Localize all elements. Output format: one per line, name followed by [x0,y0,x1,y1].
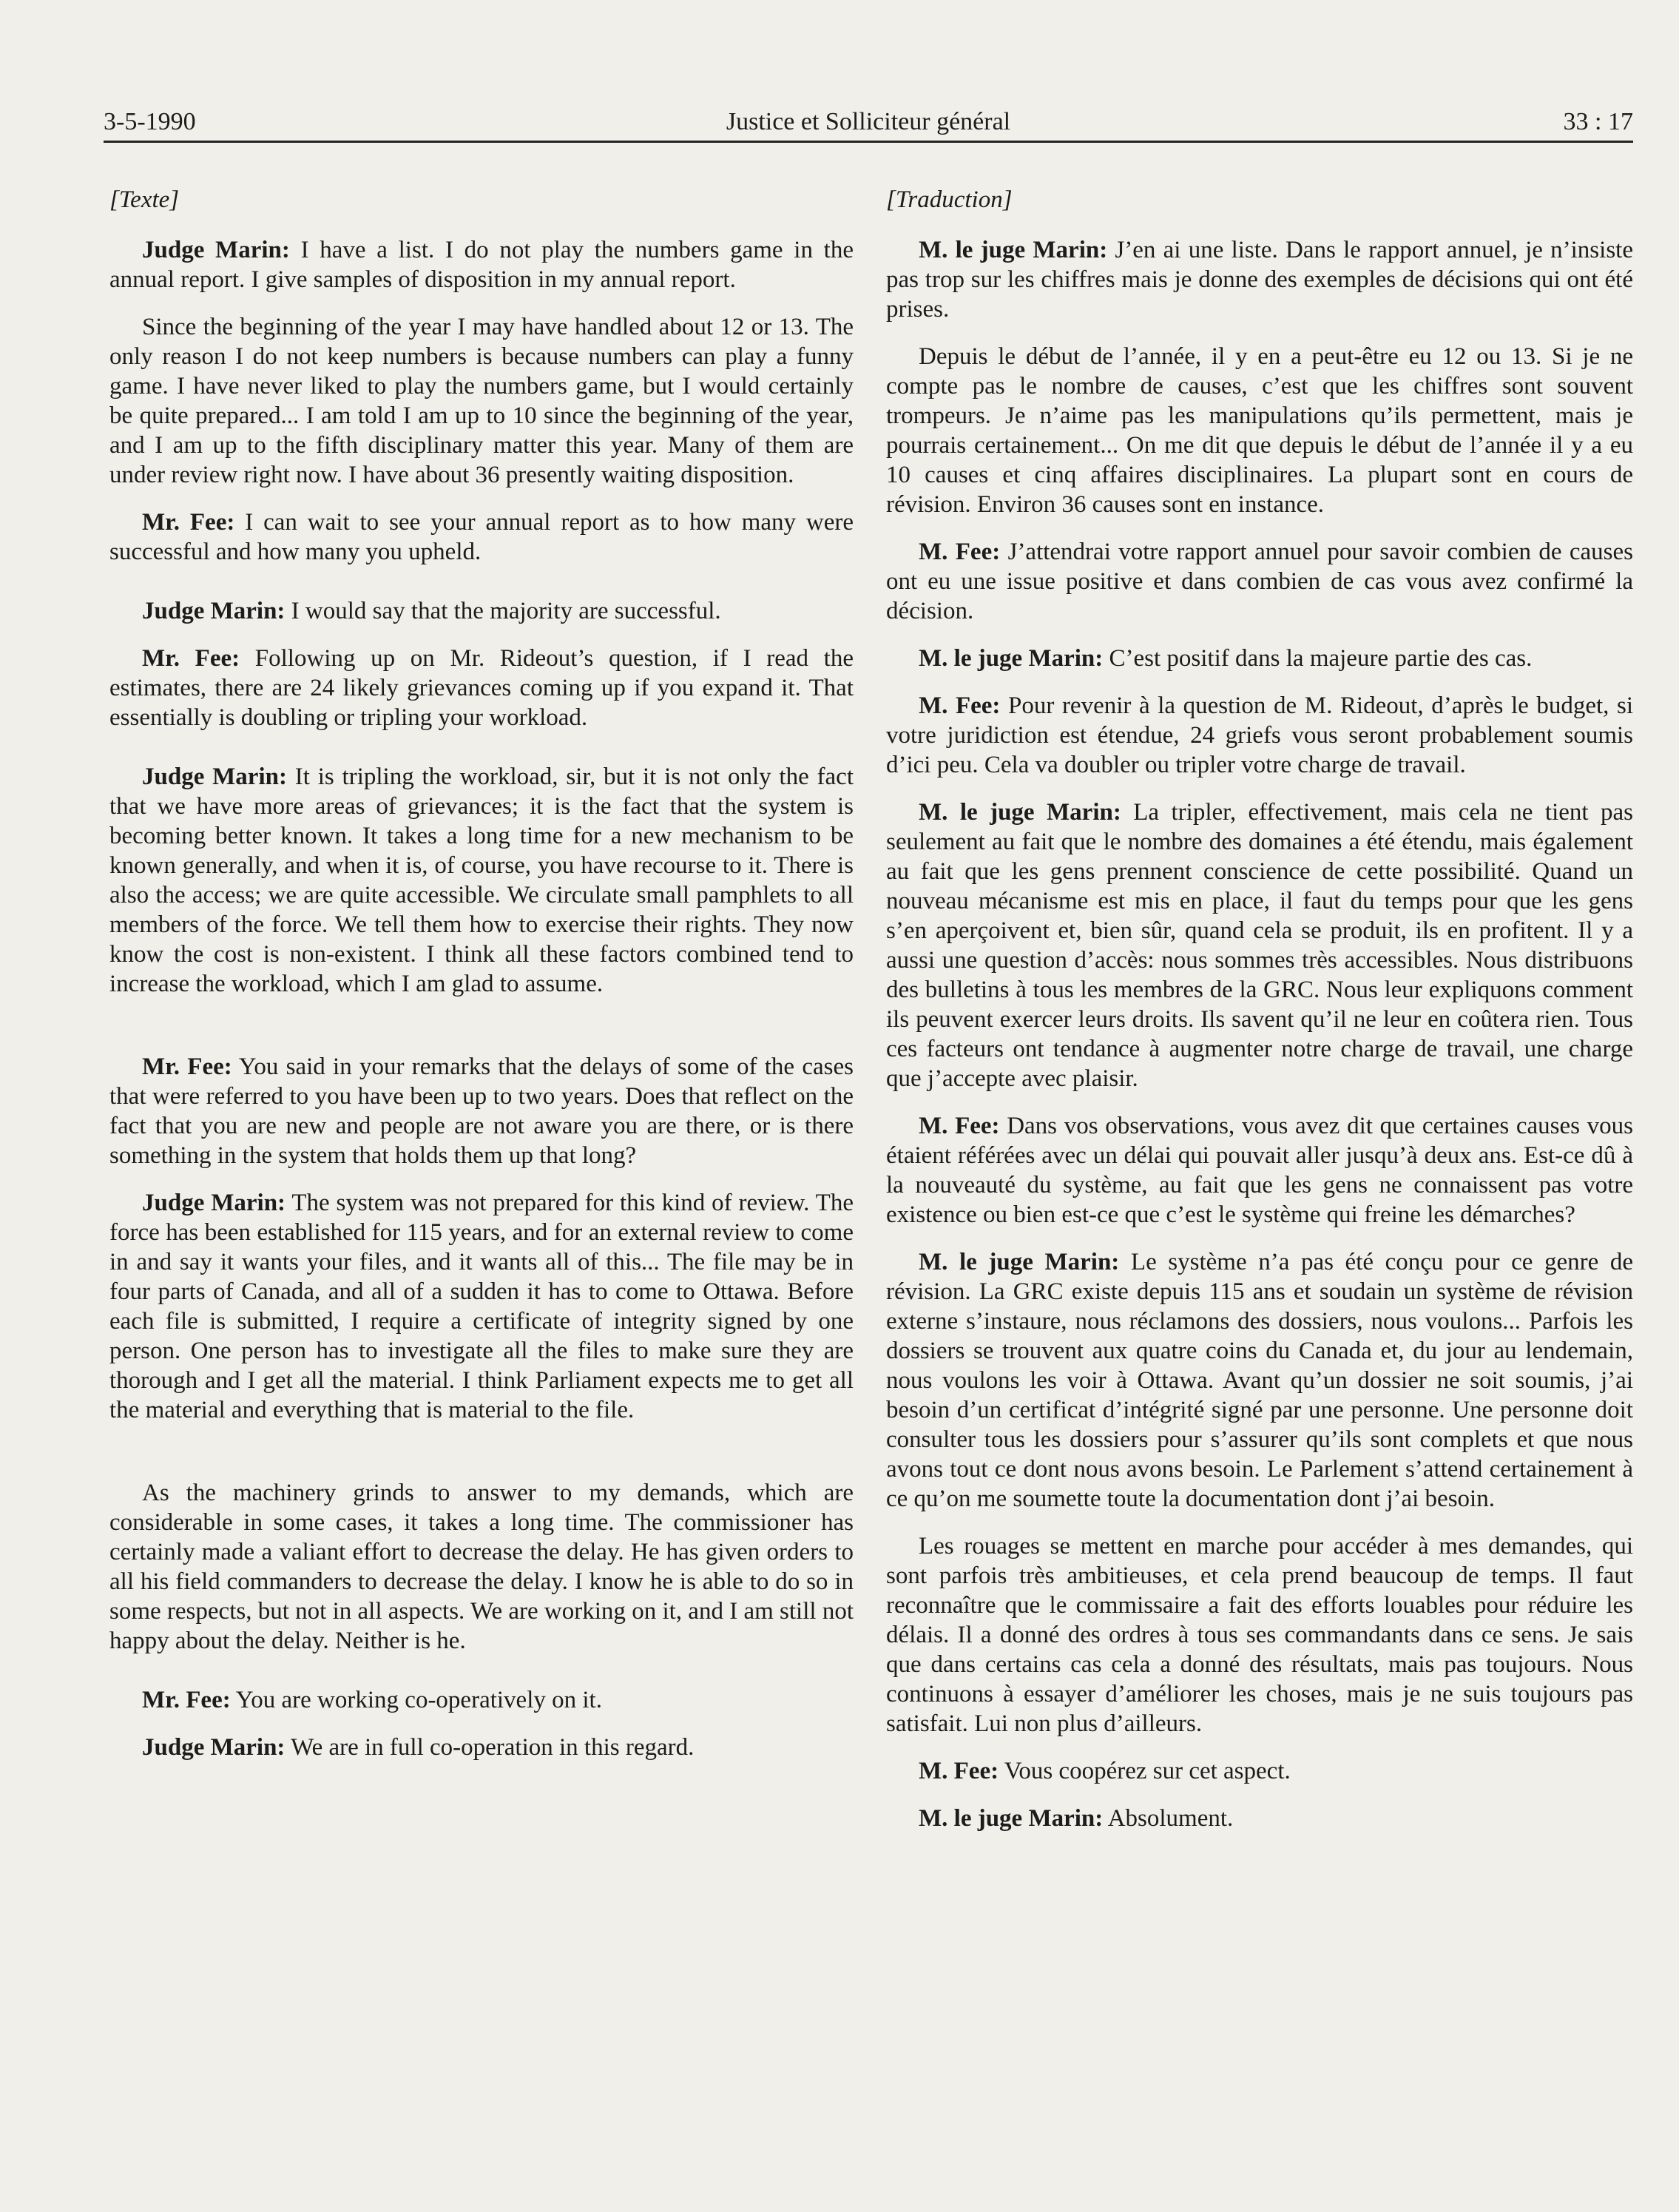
paragraph [886,1804,1633,1833]
paragraph [886,644,1633,673]
speech-text: I have a list. I do not play the numbers game in the annual report. I give samples of disposition in my annual report. [109,237,854,293]
speech-text: Since the beginning of the year I may have handled about 12 or 13. The only reason I do not keep numbers is because numbers can play a funny game. I have never liked to play the numbers game, but I would certainly be quite prepared... I am told I am up to 10 since the beginning of the year, and I am up to the fifth disciplinary matter this year. Many of them are under review right now. I have about 36 presently waiting disposition. [109,314,854,488]
header-date: 3-5-1990 [104,108,196,135]
speaker: Mr. Fee: [142,1053,232,1080]
speaker: M. Fee: [919,1113,1000,1139]
paragraph [886,537,1633,626]
speech-text: The system was not prepared for this kind of review. The force has been established for 115 years, and for an external review to come in and say it wants your files, and it wants all of this... The file may be in four parts of Canada, and all of a sudden it has to come to Ottawa. Before each file is submitted, I require a certificate of integrity signed by one person. One person has to investigate all the files to make sure they are thorough and I get all the material. I think Parliament expects me to get all the material and everything that is material to the file. [109,1190,854,1423]
speech-text: You said in your remarks that the delays of some of the cases that were referred to you have been up to two years. Does that reflect on the fact that you are new and people are not aware you are there, or is there something in the system that holds them up that long? [109,1053,854,1169]
running-header [104,102,1633,143]
paragraph [886,235,1633,324]
speech-text: We are in full co-operation in this regard. [285,1734,695,1761]
speaker: M. Fee: [919,692,1001,719]
speech-text: La tripler, effectivement, mais cela ne tient pas seulement au fait que le nombre des domaines a été étendu, mais également au fait que les gens prennent conscience de cette possibilité. Quand un nouveau mécanisme est mis en place, il faut du temps pour que les gens s’en aperçoivent et, bien sûr, quand cela se produit, ils en profitent. Il y a aussi une question d’accès: nous sommes très accessibles. Nous distribuons des bulletins à tous les membres de la GRC. Nous leur expliquons comment ils peuvent exercer leurs droits. Ils savent qu’il ne leur en coûtera rien. Tous ces facteurs ont tendance à augmenter notre charge de travail, une charge que j’accepte avec plaisir. [886,799,1633,1092]
paragraph [109,312,854,490]
speaker: M. Fee: [919,1758,999,1784]
speech-text: As the machinery grinds to answer to my demands, which are considerable in some cases, it takes a long time. The commissioner has certainly made a valiant effort to decrease the delay. He has given orders to all his field commanders to decrease the delay. I know he is able to do so in some respects, but not in all aspects. We are working on it, and I am still not happy about the delay. Neither is he. [109,1480,854,1654]
speaker: Judge Marin: [142,1734,286,1761]
speech-text: J’en ai une liste. Dans le rapport annuel, je n’insiste pas trop sur les chiffres mais je donne des exemples de décisions qui ont été prises. [886,237,1633,323]
paragraph [886,1756,1633,1786]
paragraph [109,235,854,294]
speaker: Judge Marin: [142,1190,286,1216]
paragraph [109,1685,854,1715]
speaker: Mr. Fee: [142,645,240,672]
paragraph [886,691,1633,780]
speaker: M. le juge Marin: [919,799,1121,826]
speaker: Mr. Fee: [142,509,235,536]
paragraph [109,596,854,626]
header-title: Justice et Solliciteur général [726,108,1011,135]
paragraph [109,644,854,732]
section-tag-texte: [Texte] [109,186,180,213]
paragraph [109,1052,854,1170]
speaker: M. le juge Marin: [919,1249,1120,1275]
speech-text: I would say that the majority are successful. [285,598,721,624]
speech-text: It is tripling the workload, sir, but it is not only the fact that we have more areas of grievances; it is the fact that the system is becoming better known. It takes a long time for a new mechanism to be known generally, and when it is, of course, you have recourse to it. There is also the access; we are quite accessible. We circulate small pamphlets to all members of the force. We tell them how to exercise their rights. They now know the cost is non-existent. I think all these factors combined tend to increase the workload, which I am glad to assume. [109,763,854,997]
speaker: Judge Marin: [142,237,290,263]
paragraph [886,1531,1633,1739]
paragraph [886,1247,1633,1514]
paragraph [109,762,854,999]
speaker: M. le juge Marin: [919,645,1104,672]
speech-text: Depuis le début de l’année, il y en a peut-être eu 12 ou 13. Si je ne compte pas le nombre de causes, c’est que les chiffres sont souvent trompeurs. Je n’aime pas les manipulations qu’ils permettent, mais je pourrais certainement... On me dit que depuis le début de l’année il y a eu 10 causes et cinq affaires disciplinaires. La plupart sont en cours de révision. Environ 36 causes sont en instance. [886,343,1633,518]
speech-text: Le système n’a pas été conçu pour ce genre de révision. La GRC existe depuis 115 ans et soudain un système de révision externe s’instaure, nous réclamons des dossiers, nous voulons... Parfois les dossiers se trouvent aux quatre coins du Canada et, du jour au lendemain, nous voulons les voir à Ottawa. Avant qu’un dossier ne soit soumis, j’ai besoin d’un certificat d’intégrité signé par une personne. Une personne doit consulter tous les dossiers pour s’assurer qu’ils sont complets et que nous avons tout ce dont nous avons besoin. Le Parlement s’attend certainement à ce qu’on me soumette toute la documentation dont j’ai besoin. [886,1249,1634,1512]
speech-text: C’est positif dans la majeure partie des cas. [1103,645,1533,672]
speech-text: Dans vos observations, vous avez dit que certaines causes vous étaient référées avec un délai qui pouvait aller jusqu’à deux ans. Est-ce dû à la nouveauté du système, au fait que les gens ne connaissent pas votre existence ou bien est-ce que c’est le système qui freine les démarches? [886,1113,1633,1228]
speaker: Judge Marin: [142,763,287,790]
speaker: Mr. Fee: [142,1687,231,1713]
paragraph [109,508,854,567]
paragraph [109,1188,854,1425]
speech-text: Following up on Mr. Rideout’s question, if I read the estimates, there are 24 likely grievances coming up if you expand it. That essentially is doubling or tripling your workload. [109,645,854,731]
paragraph [886,798,1633,1093]
speech-text: Absolument. [1103,1805,1234,1832]
speech-text: Pour revenir à la question de M. Rideout, d’après le budget, si votre juridiction est étendue, 24 griefs vous seront probablement soumis d’ici peu. Cela va doubler ou tripler votre charge de travail. [886,692,1634,778]
paragraph [886,1111,1633,1230]
speech-text: I can wait to see your annual report as to how many were successful and how many you upheld. [109,509,854,565]
speaker: M. Fee: [919,539,1001,565]
english-column [109,185,854,1780]
speech-text: Les rouages se mettent en marche pour accéder à mes demandes, qui sont parfois très ambitieuses, et cela prend beaucoup de temps. Il faut reconnaître que le commissaire a fait des efforts louables pour réduire les délais. Il a donné des ordres à tous ses commandants dans ce sens. Je sais que dans certains cas cela a donné des résultats, mais pas toujours. Nous continuons à essayer d’améliorer les choses, mais je ne suis toujours pas satisfait. Lui non plus d’ailleurs. [886,1533,1633,1737]
section-tag-traduction: [Traduction] [886,186,1013,213]
speech-text: J’attendrai votre rapport annuel pour savoir combien de causes ont eu une issue positive et dans combien de cas vous avez confirmé la décision. [886,539,1633,624]
paragraph [109,1733,854,1762]
french-column [886,185,1633,1851]
header-page-number: 33 : 17 [1563,108,1633,135]
speaker: M. le juge Marin: [919,237,1108,263]
paragraph [886,342,1633,519]
speaker: Judge Marin: [142,598,286,624]
speaker: M. le juge Marin: [919,1805,1104,1832]
speech-text: Vous coopérez sur cet aspect. [999,1758,1291,1784]
speech-text: You are working co-operatively on it. [230,1687,602,1713]
paragraph [109,1478,854,1656]
